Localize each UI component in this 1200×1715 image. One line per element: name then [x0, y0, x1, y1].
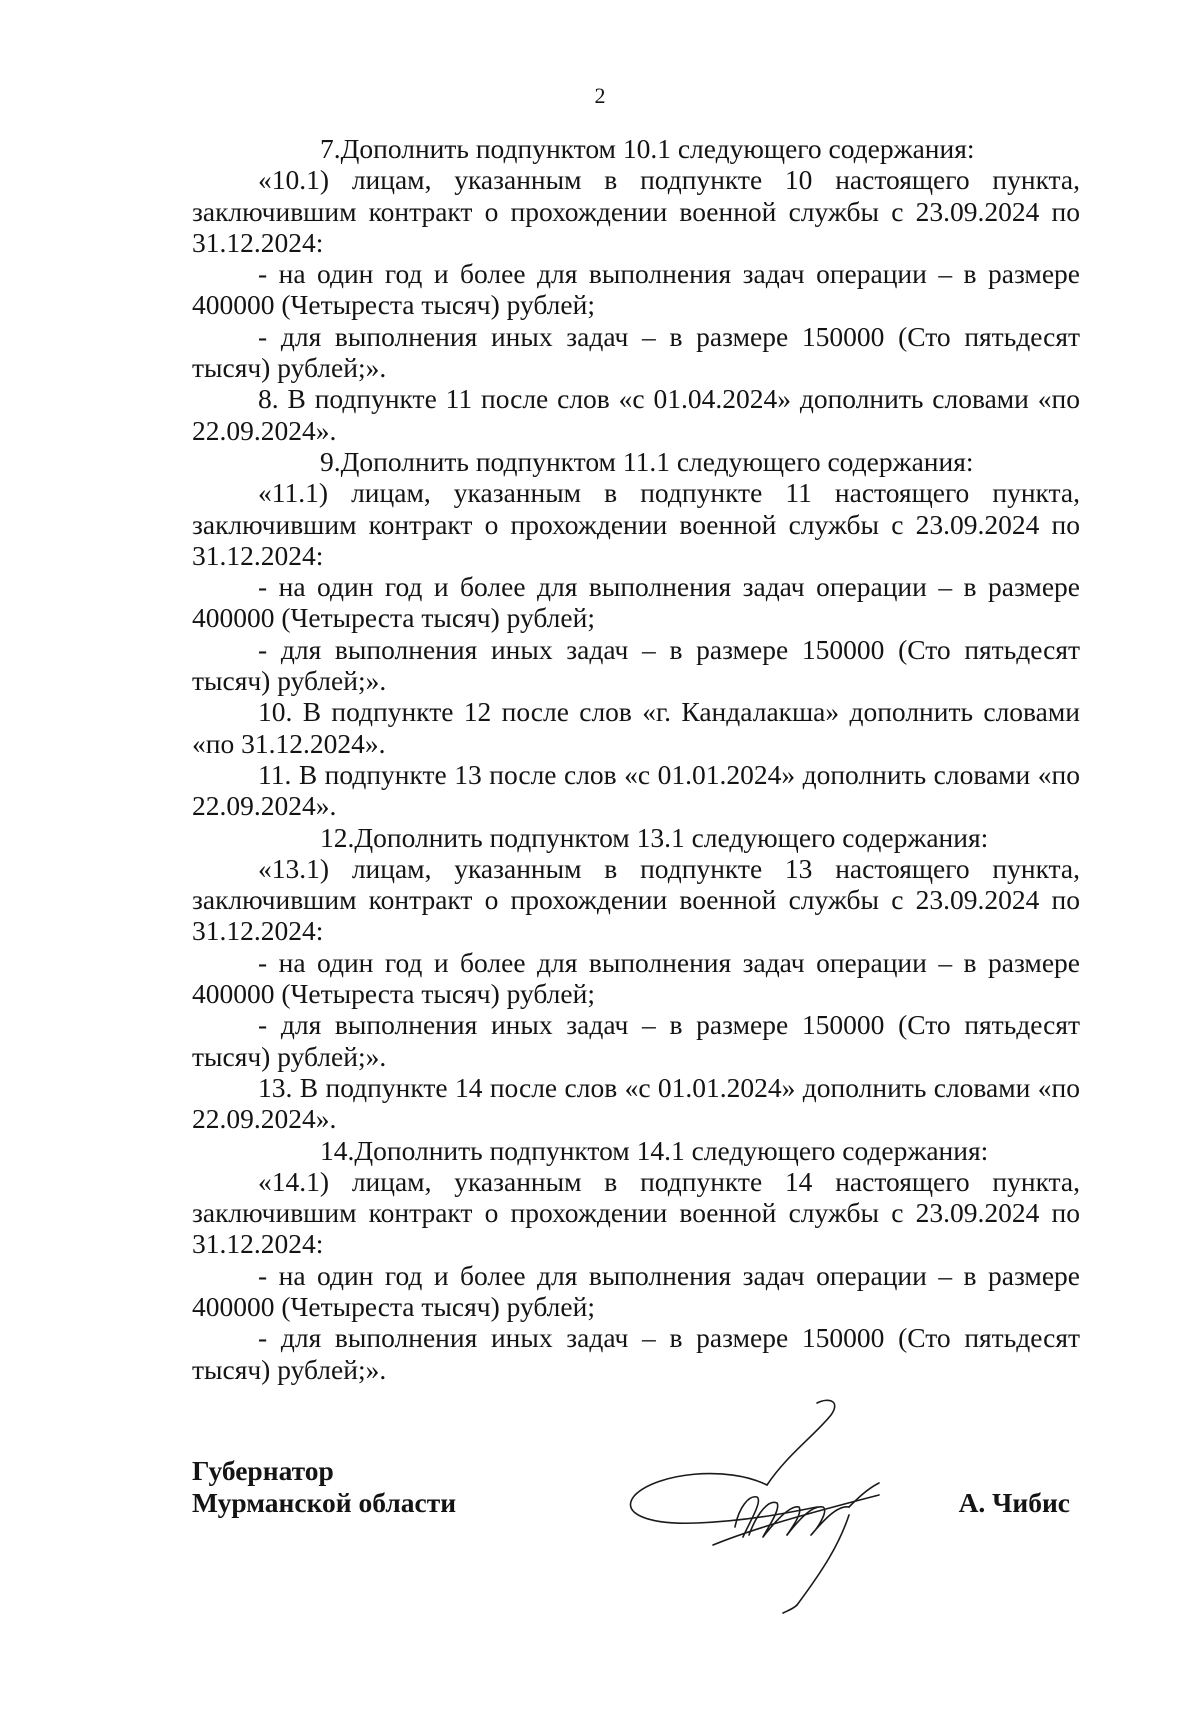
item-number: 7.: [320, 133, 341, 164]
body-paragraph: 13. В подпункте 14 после слов «с 01.01.2024» дополнить словами «по 22.09.2024».: [192, 1071, 1080, 1135]
body-paragraph: - на один год и более для выполнения задач операции – в размере 400000 (Четыреста тысяч) рублей;: [192, 1259, 1080, 1322]
item-heading-paragraph: [192, 1135, 1080, 1166]
item-number: 12.: [320, 821, 355, 853]
body-paragraph: «13.1) лицам, указанным в подпункте 13 настоящего пункта, заключившим контракт о прохождении военной службы с 23.09.2024 по 31.12.2024:: [192, 852, 1080, 947]
body-paragraph: «10.1) лицам, указанным в подпункте 10 настоящего пункта, заключившим контракт о прохождении военной службы с 23.09.2024 по 31.12.2024:: [192, 164, 1080, 258]
document-body: [192, 133, 1080, 1385]
item-number: 14.: [320, 1134, 355, 1166]
item-heading-paragraph: [192, 822, 1080, 853]
signer-title-line-2: Мурманской области: [192, 1487, 457, 1518]
signer-name: А. Чибис: [958, 1487, 1070, 1518]
item-heading-paragraph: [192, 133, 1080, 164]
body-paragraph: - для выполнения иных задач – в размере 150000 (Сто пятьдесят тысяч) рублей;».: [192, 1322, 1080, 1385]
item-heading-text: Дополнить подпунктом 10.1 следующего содержания:: [340, 133, 975, 164]
page-number: 2: [594, 83, 606, 108]
body-paragraph: - для выполнения иных задач – в размере 150000 (Сто пятьдесят тысяч) рублей;».: [192, 633, 1080, 697]
handwritten-signature: [617, 1395, 917, 1625]
body-paragraph: 10. В подпункте 12 после слов «г. Кандалакша» дополнить словами «по 31.12.2024».: [192, 696, 1080, 759]
item-heading-text: Дополнить подпунктом 13.1 следующего содержания:: [354, 821, 989, 853]
body-paragraph: 8. В подпункте 11 после слов «с 01.04.2024» дополнить словами «по 22.09.2024».: [192, 383, 1080, 446]
body-paragraph: - для выполнения иных задач – в размере 150000 (Сто пятьдесят тысяч) рублей;».: [192, 1009, 1080, 1072]
body-paragraph: - на один год и более для выполнения задач операции – в размере 400000 (Четыреста тысяч) рублей;: [192, 258, 1080, 321]
item-heading-text: Дополнить подпунктом 11.1 следующего содержания:: [340, 445, 974, 477]
body-paragraph: «14.1) лицам, указанным в подпункте 14 настоящего пункта, заключившим контракт о прохождении военной службы с 23.09.2024 по 31.12.2024:: [192, 1165, 1080, 1260]
body-paragraph: «11.1) лицам, указанным в подпункте 11 настоящего пункта, заключившим контракт о прохождении военной службы с 23.09.2024 по 31.12.2024:: [192, 477, 1080, 571]
item-heading-paragraph: [192, 446, 1080, 477]
item-number: 9.: [320, 445, 341, 477]
body-paragraph: - на один год и более для выполнения задач операции – в размере 400000 (Четыреста тысяч) рублей;: [192, 571, 1080, 634]
body-paragraph: 11. В подпункте 13 после слов «с 01.01.2024» дополнить словами «по 22.09.2024».: [192, 758, 1080, 822]
signer-title: [192, 1455, 456, 1519]
body-paragraph: - на один год и более для выполнения задач операции – в размере 400000 (Четыреста тысяч) рублей;: [192, 946, 1080, 1010]
body-paragraph: - для выполнения иных задач – в размере 150000 (Сто пятьдесят тысяч) рублей;».: [192, 320, 1080, 384]
signature-block: [192, 1455, 1080, 1655]
signer-title-line-1: Губернатор: [192, 1455, 334, 1486]
item-heading-text: Дополнить подпунктом 14.1 следующего содержания:: [354, 1134, 989, 1166]
